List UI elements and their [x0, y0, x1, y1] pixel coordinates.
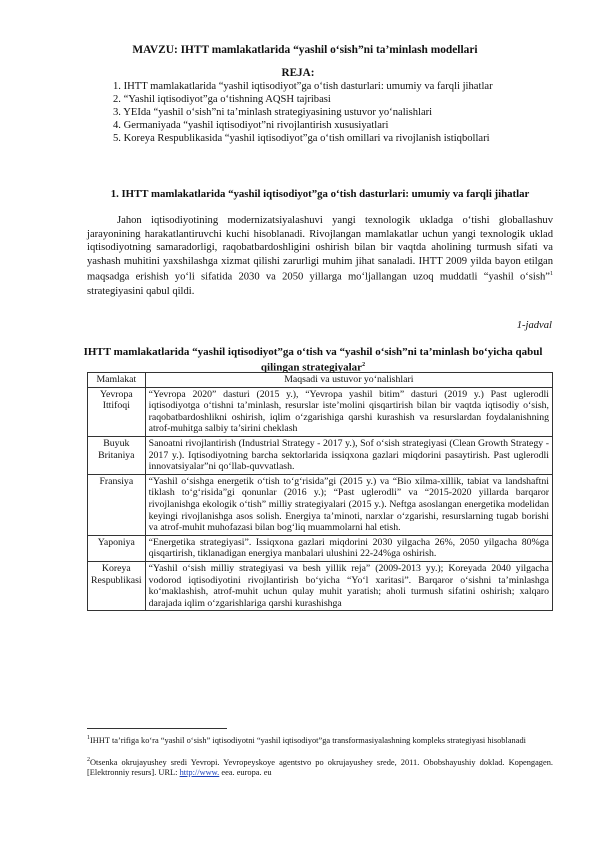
plan-item: 2. “Yashil iqtisodiyot”ga o‘tishning AQSH tajribasi	[113, 94, 331, 105]
table-row	[88, 474, 553, 535]
table-caption-text: IHTT mamlakatlarida “yashil iqtisodiyot”ga o‘tish va “yashil o‘sish”ni ta’minlash bo‘yicha qabul qilingan strategiyalar	[83, 346, 543, 374]
footnote-text: Otsenka okrujayushey sredi Yevropi. Yevropeyskoye agentstvo po okrujayushey srede, 2011. Obobshayushiy doklad. Kopengagen. [Elektronniy resurs]. URL:	[87, 757, 553, 778]
body-paragraph	[87, 214, 553, 298]
section-heading: 1. IHTT mamlakatlarida “yashil iqtisodiyot”ga o‘tish dasturlari: umumiy va farqli jihatlar	[110, 188, 530, 200]
paragraph-end: strategiyasini qabul qildi.	[87, 285, 195, 297]
footnote-text: IHHT ta’rifiga ko‘ra “yashil o‘sish” iqtisodiyotni “yashil iqtisodiyot”ga transformasiyalashning kompleks strategiyasi hisoblanadi	[90, 735, 526, 745]
table-row	[88, 561, 553, 610]
footnote-ref: 2	[362, 362, 366, 368]
table-cell-text: Sanoatni rivojlantirish (Industrial Strategy - 2017 y.), Sof o‘sish strategiyasi (Clean Growth Strategy - 2017 y.). Iqtisodiyotning barcha sektorlarida issiqxona gazlari miqdorini pasaytirish. Past uglerodli innovatsiyalar”ni qo‘llab-quvvatlash.	[145, 436, 552, 474]
table-row	[88, 535, 553, 561]
table-cell-text: “Yashil o‘sish milliy strategiyasi va besh yillik reja” (2009-2013 yy.); Koreyada 2040 yilgacha vodorod iqtisodiyotini rivojlantirish bo‘yicha “Yo‘l xaritasi”. Barqaror o‘sishni ta’minlashga ko‘maklashish, atrof-muhit uchun qulay muhit yaratish; aholi turmush sifatini oshirish; xalqaro darajada iqlim o‘zgarishlariga qarshi kurashishga	[145, 561, 552, 610]
plan-item: 3. YEIda “yashil o‘sish”ni ta’minlash strategiyasining ustuvor yo‘nalishlari	[113, 107, 433, 118]
paragraph-text: Jahon iqtisodiyotining modernizatsiyalashuvi yangi texnologik ukladga o‘tishi globallashuv jarayonining harakatlantiruvchi kuchi hisoblanadi. Rivojlangan mamlakatlar uchun yangi texnologik uklad iqtisodiyotning samaradorligi, raqobatbardoshligini oshirish bilan bir vaqtda aholining turmush sifati va yashash muhitini yaxshilashga xizmat qilishi zarurligi muhim jihat sanaladi. IHTT 2009 yilda bayon etilgan maqsadga erishish yo‘li sifatida 2030 va 2050 yillarga mo‘ljallangan uzoq muddatli “yashil o‘sish”	[87, 215, 553, 283]
strategies-table	[87, 372, 553, 611]
footnote-text-end: eea. europa. eu	[219, 768, 272, 778]
footnote-number: 2	[87, 757, 90, 763]
table-cell-country: Yevropa Ittifoqi	[88, 387, 146, 436]
table-cell-text: “Energetika strategiyasi”. Issiqxona gazlari miqdorini 2030 yilgacha 26%, 2050 yilgacha 80%ga qisqartirish, tiklanadigan energiya manbalari ulushini 22-24%ga oshirish.	[145, 535, 552, 561]
plan-heading: REJA:	[281, 67, 315, 79]
table-label: 1-jadval	[516, 320, 552, 331]
table-cell-country: Buyuk Britaniya	[88, 436, 146, 474]
plan-item: 1. IHTT mamlakatlarida “yashil iqtisodiyot”ga o‘tish dasturlari: umumiy va farqli jihatlar	[113, 81, 493, 92]
table-row	[88, 387, 553, 436]
footnote-2	[87, 755, 553, 779]
table-cell-country: Yaponiya	[88, 535, 146, 561]
table-cell-country: Koreya Respublikasi	[88, 561, 146, 610]
footnote-1	[87, 733, 553, 746]
table-cell-country: Fransiya	[88, 474, 146, 535]
footnote-ref: 1	[550, 271, 553, 278]
table-header-row	[88, 373, 553, 388]
page-title: MAVZU: IHTT mamlakatlarida “yashil o‘sish”ni ta’minlash modellari	[132, 44, 478, 56]
table-row	[88, 436, 553, 474]
column-header-goals: Maqsadi va ustuvor yo‘nalishlari	[145, 373, 552, 388]
footnote-divider	[87, 728, 227, 729]
table-cell-text: “Yashil o‘sishga energetik o‘tish to‘g‘risida”gi (2015 y.) va “Bio xilma-xillik, tabiat va landshaftni tiklash to‘g‘risida”gi qonunlar (2016 y.); “Past uglerodli” va “2015-2020 yillarda barqaror rivojlanishga ekologik o‘tish” milliy strategiyalari (2015 y.). Neftga asoslangan energetika modelidan keyingi rivojlanishga asos solish. Energiya ta’minoti, narxlar o‘zgarishi, resurslarning tugab borishi va atrof-muhit muhofazasi bilan bog‘liq muammolarni hal etish.	[145, 474, 552, 535]
plan-item: 5. Koreya Respublikasida “yashil iqtisodiyot”ga o‘tish omillari va rivojlanish istiqbollari	[113, 133, 490, 144]
plan-list	[87, 80, 553, 145]
plan-item: 4. Germaniyada “yashil iqtisodiyot”ni rivojlantirish xususiyatlari	[113, 120, 389, 131]
table-cell-text: “Yevropa 2020” dasturi (2015 y.), “Yevropa yashil bitim” dasturi (2019 y.) Past uglerodli iqtisodiyotga o‘tishni ta’minlash, resurslar iste’molini qisqartirish bilan bir vaqtda iqtisodiy o‘sish, raqobatbardoshlikni oshirish, iqlim o‘zgarishiga qarshi kurashish va resurslardan foydalanishning atrof-muhitga salbiy ta’sirini cheklash	[145, 387, 552, 436]
footnote-link[interactable]: http://www.	[179, 768, 220, 778]
column-header-country: Mamlakat	[88, 373, 146, 388]
footnote-number: 1	[87, 735, 90, 741]
table-caption	[80, 346, 546, 375]
